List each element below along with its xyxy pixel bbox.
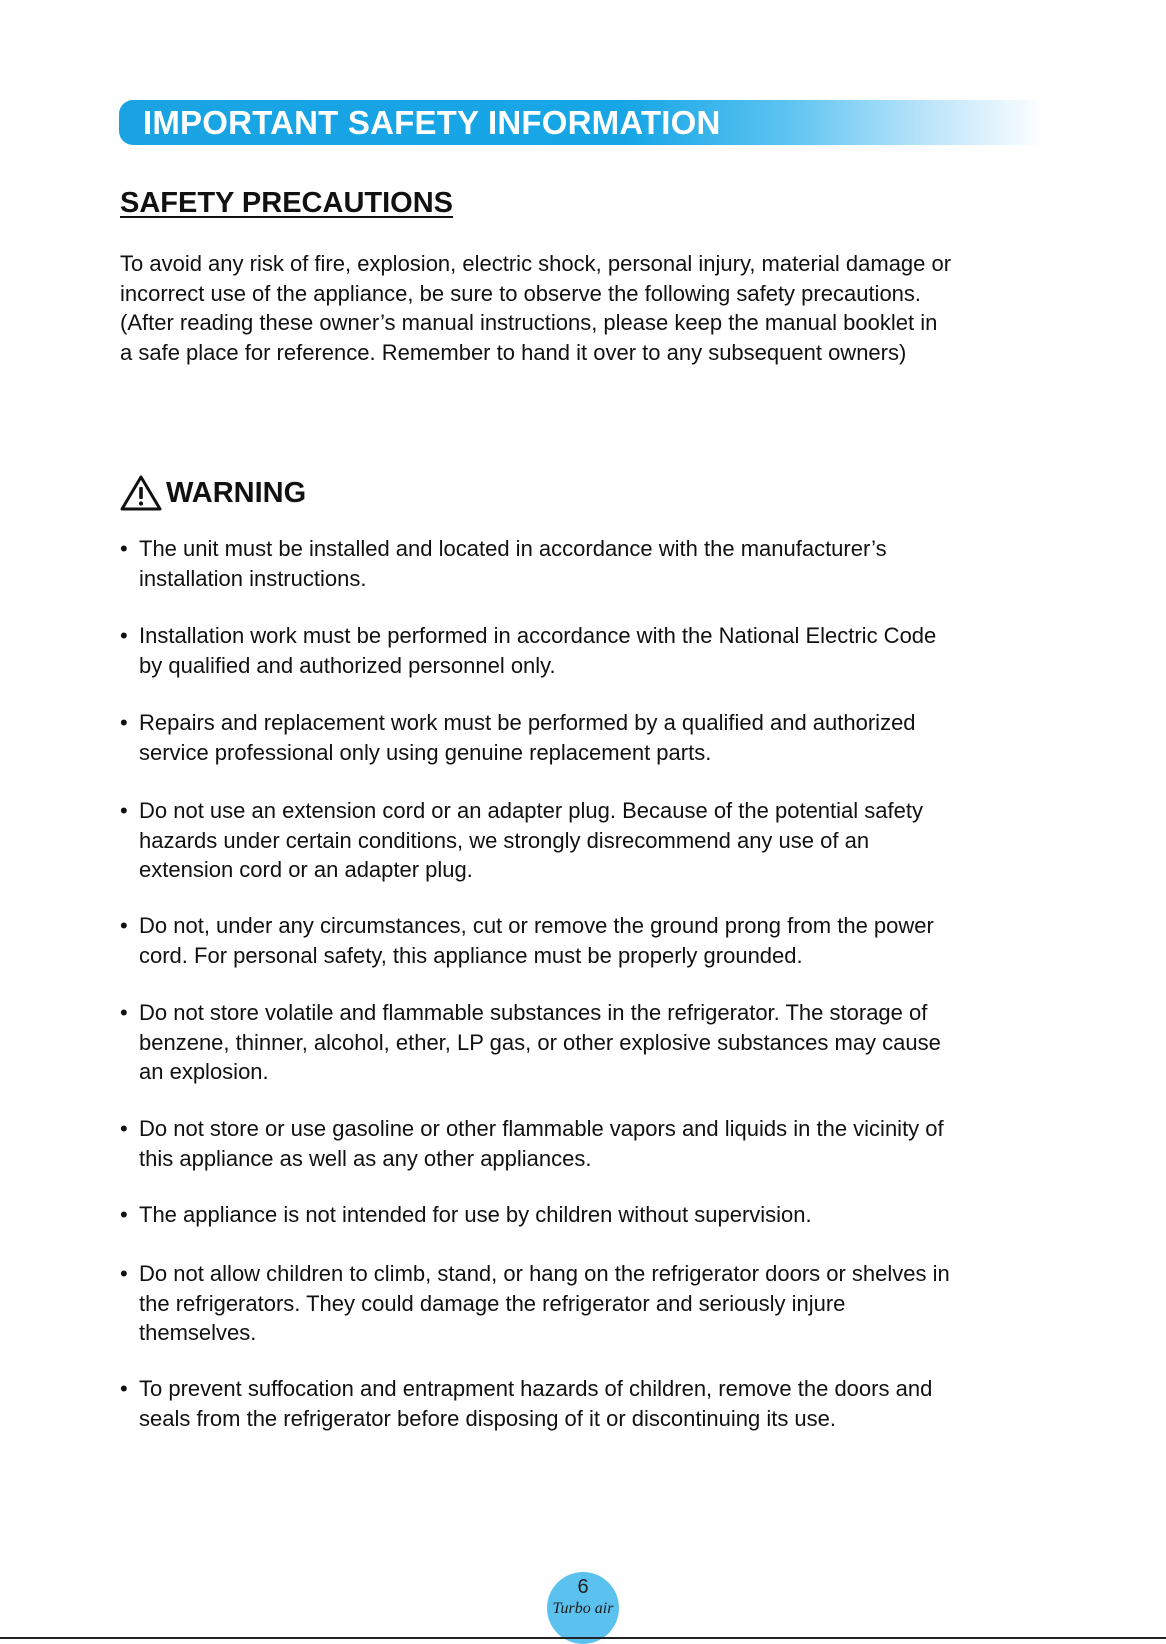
list-item-line: by qualified and authorized personnel only. [139, 652, 556, 678]
list-item-line: hazards under certain conditions, we strongly disrecommend any use of an [139, 827, 870, 853]
bullet-dot: • [120, 1116, 128, 1141]
list-item [120, 1259, 1060, 1348]
list-item-line: Do not store or use gasoline or other flammable vapors and liquids in the vicinity of [139, 1116, 944, 1141]
bullet-dot: • [120, 913, 128, 938]
list-item [120, 1114, 1060, 1173]
intro-line: incorrect use of the appliance, be sure to observe the following safety precautions. [120, 280, 922, 306]
list-item-line: themselves. [139, 1320, 257, 1345]
list-item [120, 1374, 1060, 1433]
bullet-dot: • [120, 1000, 128, 1025]
intro-line: (After reading these owner’s manual instructions, please keep the manual booklet in [120, 310, 938, 335]
list-item-line: To prevent suffocation and entrapment hazards of children, remove the doors and [139, 1376, 933, 1401]
warning-label: WARNING [166, 476, 307, 509]
list-item-line: installation instructions. [139, 565, 367, 591]
warning-heading [120, 473, 306, 513]
list-item [120, 708, 1060, 767]
list-item [120, 1200, 1060, 1230]
bullet-dot: • [120, 1261, 128, 1286]
list-item-line: Do not, under any circumstances, cut or remove the ground prong from the power [139, 913, 934, 938]
intro-line: To avoid any risk of fire, explosion, electric shock, personal injury, material damage or [120, 251, 952, 276]
brand-logo: Turbo air [552, 1600, 614, 1617]
list-item [120, 796, 1060, 885]
list-item-line: Do not allow children to climb, stand, or hang on the refrigerator doors or shelves in [139, 1261, 950, 1286]
intro-line: a safe place for reference. Remember to hand it over to any subsequent owners) [120, 339, 907, 365]
list-item [120, 621, 1060, 680]
intro-paragraph [120, 249, 1060, 367]
list-item-line: seals from the refrigerator before disposing of it or discontinuing its use. [139, 1405, 837, 1431]
bullet-dot: • [120, 623, 128, 648]
list-item-line: service professional only using genuine replacement parts. [139, 739, 712, 765]
bullet-dot: • [120, 798, 128, 823]
list-item-line: Repairs and replacement work must be performed by a qualified and authorized [139, 710, 916, 735]
list-item-line: Do not use an extension cord or an adapter plug. Because of the potential safety [139, 798, 923, 823]
bullet-dot: • [120, 1376, 128, 1401]
list-item-line: the refrigerators. They could damage the refrigerator and seriously injure [139, 1290, 846, 1316]
bullet-dot: • [120, 1202, 128, 1227]
list-item [120, 998, 1060, 1087]
banner-title: IMPORTANT SAFETY INFORMATION [143, 104, 721, 141]
warning-triangle-icon [120, 475, 162, 511]
list-item-line: extension cord or an adapter plug. [139, 857, 473, 882]
list-item-line: this appliance as well as any other appliances. [139, 1145, 592, 1171]
list-item [120, 534, 1060, 593]
list-item-line: Installation work must be performed in accordance with the National Electric Code [139, 623, 937, 648]
list-item-line: an explosion. [139, 1059, 269, 1084]
page-number-badge [547, 1572, 619, 1644]
bullet-dot: • [120, 710, 128, 735]
bullet-dot: • [120, 536, 128, 561]
page-number: 6 [577, 1576, 589, 1598]
list-item-line: Do not store volatile and flammable substances in the refrigerator. The storage of [139, 1000, 928, 1025]
list-item-line: The appliance is not intended for use by children without supervision. [139, 1202, 812, 1227]
list-item-line: cord. For personal safety, this appliance must be properly grounded. [139, 942, 803, 968]
list-item [120, 911, 1060, 970]
list-item-line: The unit must be installed and located in accordance with the manufacturer’s [139, 536, 887, 561]
section-banner [119, 100, 1045, 145]
list-item-line: benzene, thinner, alcohol, ether, LP gas, or other explosive substances may cause [139, 1029, 941, 1055]
safety-precautions-heading: SAFETY PRECAUTIONS [120, 187, 454, 219]
